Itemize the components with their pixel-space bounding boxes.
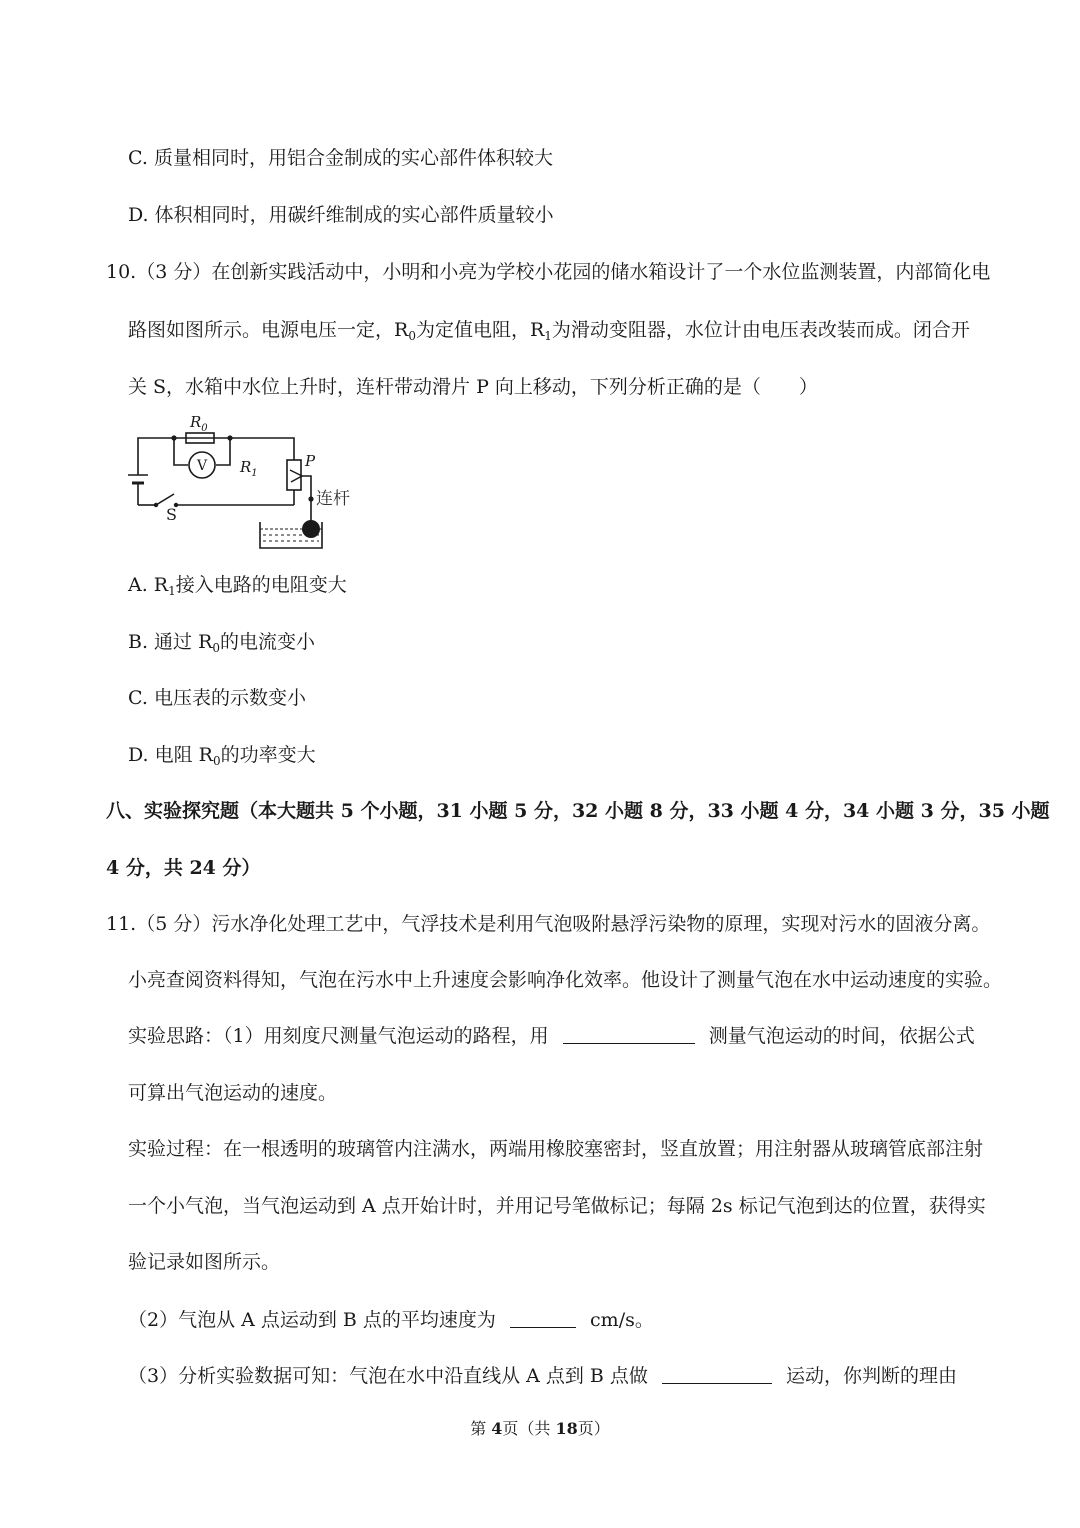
r1-label: $R_1$ xyxy=(240,458,258,479)
q11-subq2: （2）气泡从 A 点运动到 B 点的平均速度为 cm/s。 xyxy=(128,1309,654,1331)
q11-stem-line3: 实验思路：（1）用刻度尺测量气泡运动的路程，用 测量气泡运动的时间，依据公式 xyxy=(128,1025,975,1047)
voltmeter-label: V xyxy=(197,458,208,474)
answer-blank-3[interactable] xyxy=(662,1365,772,1384)
page-number: 4 xyxy=(491,1419,503,1438)
answer-blank-2[interactable] xyxy=(510,1309,576,1328)
page-footer: 第 4页（共 18页） xyxy=(470,1419,610,1438)
q11-subq3: （3）分析实验数据可知：气泡在水中沿直线从 A 点到 B 点做 运动，你判断的理由 xyxy=(128,1365,958,1387)
q11-stem-line4: 可算出气泡运动的速度。 xyxy=(128,1082,338,1104)
switch-blade xyxy=(156,494,174,505)
option-d-prev: D. 体积相同时，用碳纤维制成的实心部件质量较小 xyxy=(128,204,554,226)
q11-stem-line6: 一个小气泡，当气泡运动到 A 点开始计时，并用记号笔做标记；每隔 2s 标记气泡到达的位置，获得实 xyxy=(128,1195,986,1217)
float-ball xyxy=(302,520,320,538)
switch-s-label: S xyxy=(166,505,177,524)
q11-stem-line5: 实验过程：在一根透明的玻璃管内注满水，两端用橡胶塞密封，竖直放置；用注射器从玻璃管底部注射 xyxy=(128,1138,984,1160)
q10-option-b: B. 通过 $R_0$的电流变小 xyxy=(128,631,316,655)
slider-p-label: P xyxy=(305,452,316,470)
section8-heading-line2: 4 分，共 24 分） xyxy=(106,857,261,879)
answer-blank-1[interactable] xyxy=(563,1025,695,1044)
q10-stem-line3: 关 S，水箱中水位上升时，连杆带动滑片 P 向上移动，下列分析正确的是（ ） xyxy=(128,376,818,398)
circuit-diagram xyxy=(126,410,351,552)
q10-stem-line2: 路图如图所示。电源电压一定，$R_0$为定值电阻，$R_1$为滑动变阻器，水位计由电压表改装而成。闭合开 xyxy=(128,319,970,343)
q11-stem-line7: 验记录如图所示。 xyxy=(128,1251,281,1273)
page-total: 18 xyxy=(555,1419,578,1438)
top-wire xyxy=(138,438,294,475)
option-c-prev: C. 质量相同时，用铝合金制成的实心部件体积较大 xyxy=(128,147,553,169)
q10-option-d: D. 电阻 $R_0$的功率变大 xyxy=(128,744,316,768)
section8-heading-line1: 八、实验探究题（本大题共 5 个小题，31 小题 5 分，32 小题 8 分，33 小题 4 分，34 小题 3 分，35 小题 xyxy=(106,800,1050,822)
q10-option-a: A. $R_1$接入电路的电阻变大 xyxy=(128,574,347,598)
junction-right xyxy=(227,435,232,440)
q11-stem-line2: 小亮查阅资料得知，气泡在污水中上升速度会影响净化效率。他设计了测量气泡在水中运动速度的实验。 xyxy=(128,969,1003,991)
q11-stem-line1: 11.（5 分）污水净化处理工艺中，气浮技术是利用气泡吸附悬浮污染物的原理，实现对污水的固液分离。 xyxy=(106,913,991,935)
q10-option-c: C. 电压表的示数变小 xyxy=(128,687,306,709)
q10-stem-line1: 10.（3 分）在创新实践活动中，小明和小亮为学校小花园的储水箱设计了一个水位监测装置，内部简化电 xyxy=(106,261,991,283)
junction-left xyxy=(171,435,176,440)
r0-label: $R_0$ xyxy=(190,413,208,434)
rod-label: 连杆 xyxy=(316,489,350,509)
